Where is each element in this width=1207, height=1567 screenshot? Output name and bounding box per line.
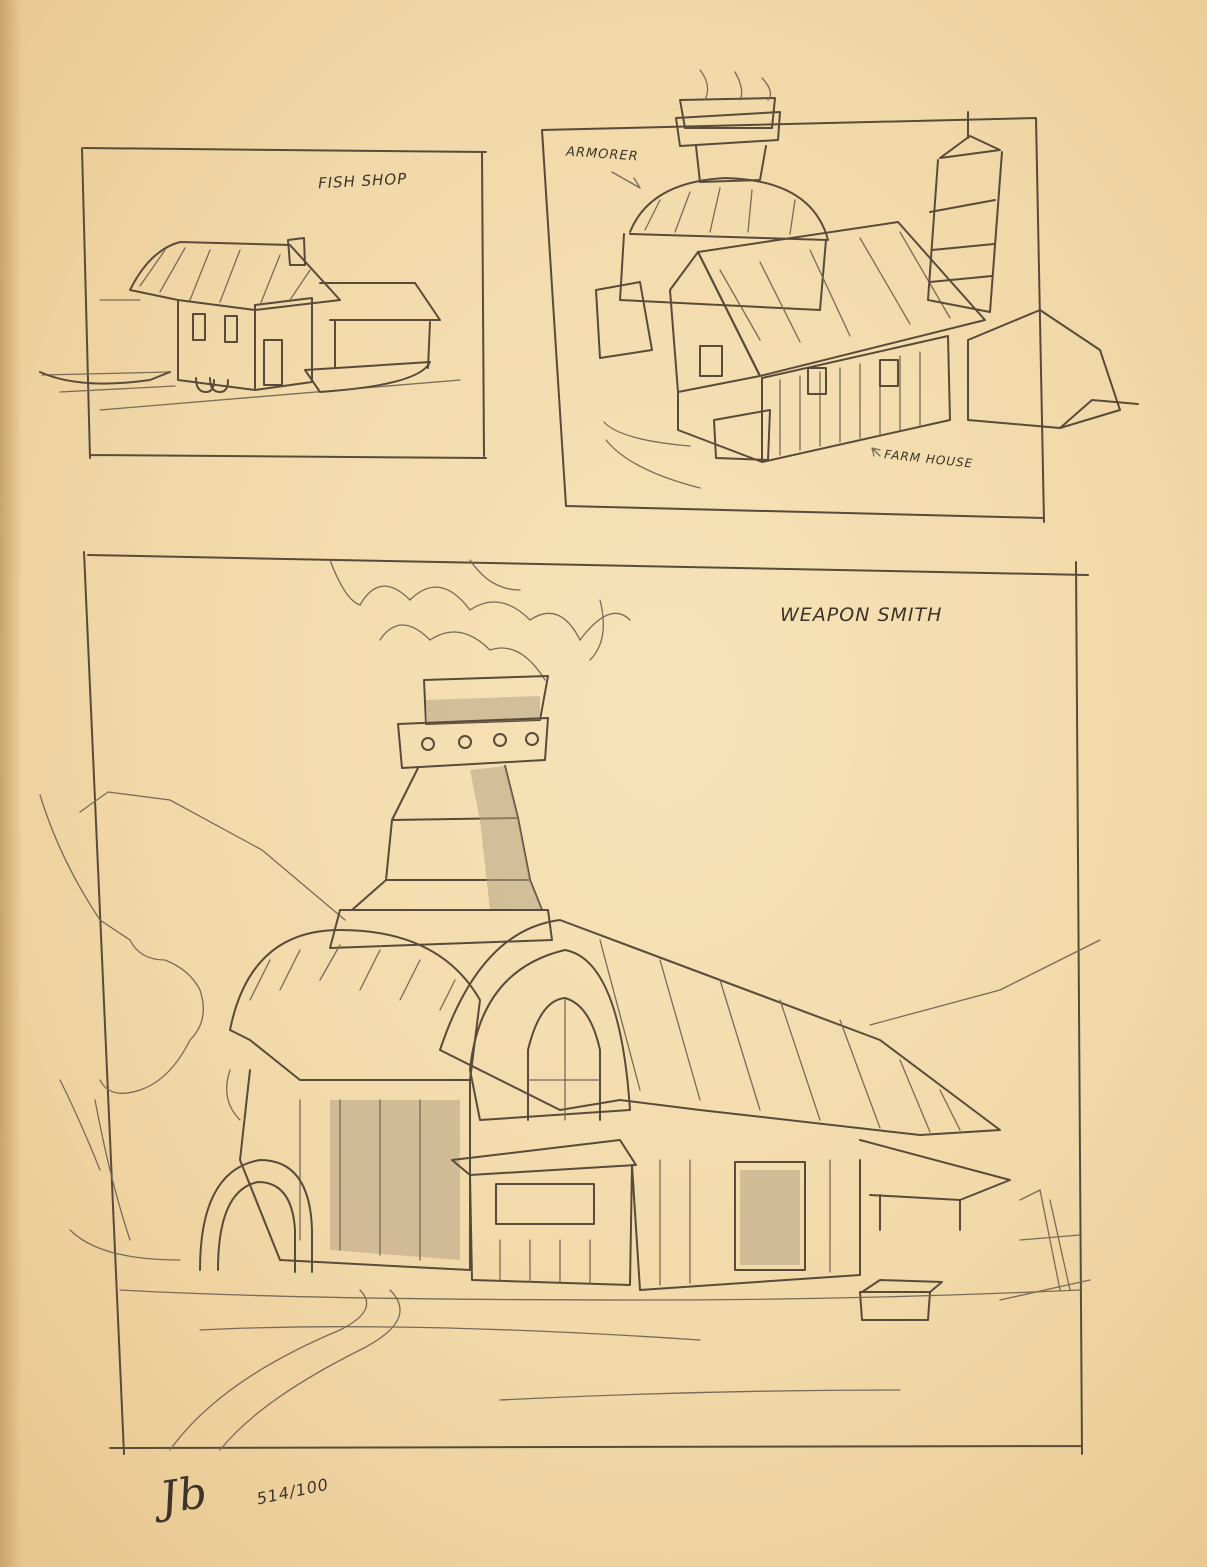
armorer-farmhouse-sketch: [542, 70, 1138, 522]
fish-shop-sketch: [40, 148, 486, 458]
fish-shop-label: FISH SHOP: [317, 169, 408, 193]
armorer-label: ARMORER: [565, 144, 640, 165]
artist-signature: Jb: [156, 1466, 212, 1525]
weapon-smith-label: WEAPON SMITH: [780, 604, 943, 626]
farm-house-label: FARM HOUSE: [883, 447, 974, 471]
weapon-smith-sketch: [40, 552, 1100, 1454]
edition-number: 514/100: [254, 1474, 331, 1509]
